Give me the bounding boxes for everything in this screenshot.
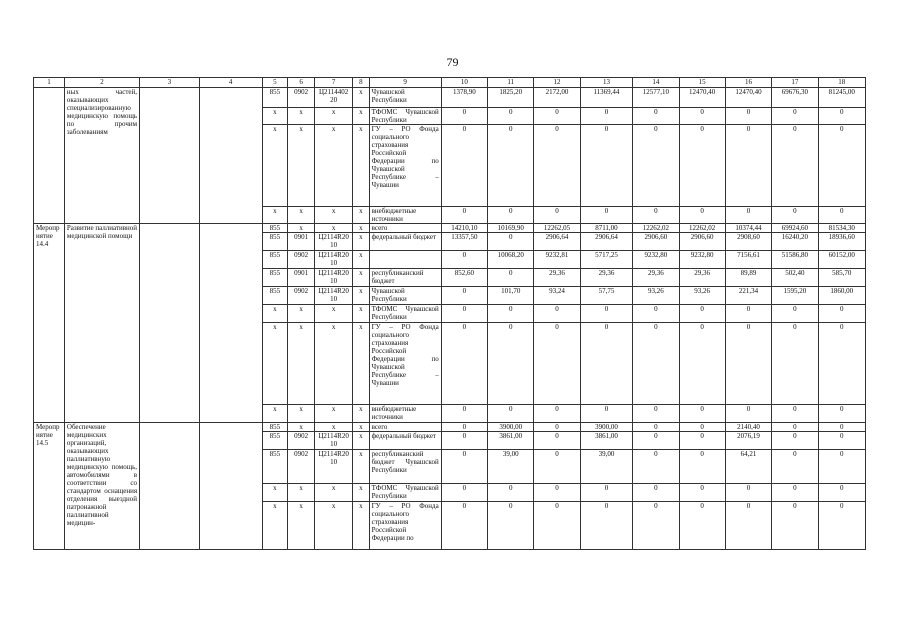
code-grbs: 855	[262, 450, 288, 484]
value-col-10: 14210,10	[441, 224, 487, 233]
funding-source: ТФОМС Чувашской Республики	[369, 108, 441, 125]
value-col-14: 0	[633, 207, 679, 224]
code-target-article: x	[315, 207, 353, 224]
code-section: 0901	[288, 269, 315, 287]
value-col-15: 0	[679, 405, 725, 423]
value-col-12: 0	[534, 502, 580, 550]
value-col-16: 64,21	[725, 450, 771, 484]
value-col-14: 12262,02	[633, 224, 679, 233]
value-col-18: 0	[818, 323, 866, 405]
value-col-14: 0	[633, 432, 679, 450]
value-col-14: 2906,60	[633, 233, 679, 251]
funding-source: Чувашской Республики	[369, 88, 441, 108]
value-col-12: 0	[534, 305, 580, 323]
value-col-10: 0	[441, 305, 487, 323]
value-col-18: 0	[818, 502, 866, 550]
code-target-article: x	[315, 484, 353, 502]
value-col-13: 8711,00	[580, 224, 633, 233]
value-col-14: 0	[633, 484, 679, 502]
measure-label: Мероприятие 14.5	[34, 423, 65, 550]
measure-description: Обеспечение медицинских организаций, оказывающих паллиативную медицинскую помощь, автомобилями в соответствии со стандартом оснащения отделения выездной патронажной паллиативной медицин-	[64, 423, 139, 550]
code-expense-type: x	[353, 233, 369, 251]
value-col-17: 0	[772, 108, 818, 125]
code-grbs: 855	[262, 269, 288, 287]
value-col-18: 18936,60	[818, 233, 866, 251]
value-col-12: 0	[534, 484, 580, 502]
table-row	[34, 224, 866, 233]
funding-source: республиканский бюджет	[369, 269, 441, 287]
value-col-14: 9232,80	[633, 251, 679, 269]
value-col-16: 0	[725, 405, 771, 423]
value-col-17: 0	[772, 423, 818, 432]
value-col-10: 0	[441, 287, 487, 305]
code-target-article: x	[315, 405, 353, 423]
value-col-13: 0	[580, 207, 633, 224]
value-col-15: 0	[679, 108, 725, 125]
value-col-18: 81245,00	[818, 88, 866, 108]
value-col-11: 0	[488, 125, 534, 207]
value-col-18: 0	[818, 432, 866, 450]
code-grbs: 855	[262, 251, 288, 269]
value-col-14: 0	[633, 323, 679, 405]
value-col-13: 39,00	[580, 450, 633, 484]
measure-description: Развитие паллиативной медицинской помощи	[64, 224, 139, 423]
header-cell-13: 13	[580, 78, 633, 88]
value-col-13: 0	[580, 484, 633, 502]
code-section: 0902	[288, 287, 315, 305]
code-section: 0901	[288, 233, 315, 251]
funding-source: федеральный бюджет	[369, 233, 441, 251]
header-cell-17: 17	[772, 78, 818, 88]
value-col-15: 0	[679, 305, 725, 323]
measure-label	[34, 88, 65, 224]
code-expense-type: x	[353, 484, 369, 502]
value-col-15: 9232,80	[679, 251, 725, 269]
value-col-10: 0	[441, 108, 487, 125]
header-cell-12: 12	[534, 78, 580, 88]
value-col-17: 0	[772, 305, 818, 323]
value-col-10: 0	[441, 502, 487, 550]
value-col-16: 2140,40	[725, 423, 771, 432]
code-target-article: Ц2114R20 10	[315, 233, 353, 251]
value-col-13: 11369,44	[580, 88, 633, 108]
table-row	[34, 423, 866, 432]
value-col-14: 0	[633, 423, 679, 432]
code-expense-type: x	[353, 432, 369, 450]
value-col-15: 2906,60	[679, 233, 725, 251]
value-col-15: 29,36	[679, 269, 725, 287]
header-cell-3: 3	[140, 78, 200, 88]
value-col-18: 0	[818, 108, 866, 125]
value-col-15: 12262,02	[679, 224, 725, 233]
value-col-12: 9232,81	[534, 251, 580, 269]
value-col-11: 0	[488, 405, 534, 423]
value-col-16: 12470,40	[725, 88, 771, 108]
value-col-18: 0	[818, 484, 866, 502]
funding-source: федеральный бюджет	[369, 432, 441, 450]
value-col-15: 0	[679, 207, 725, 224]
code-expense-type: x	[353, 125, 369, 207]
code-target-article: x	[315, 423, 353, 432]
code-target-article: x	[315, 224, 353, 233]
code-grbs: 855	[262, 287, 288, 305]
value-col-13: 0	[580, 125, 633, 207]
value-col-18: 0	[818, 207, 866, 224]
value-col-12: 0	[534, 432, 580, 450]
value-col-17: 0	[772, 207, 818, 224]
code-expense-type: x	[353, 287, 369, 305]
value-col-14: 0	[633, 450, 679, 484]
value-col-13: 0	[580, 305, 633, 323]
value-col-16: 0	[725, 323, 771, 405]
value-col-17: 0	[772, 125, 818, 207]
value-col-17: 0	[772, 484, 818, 502]
value-col-18: 60152,00	[818, 251, 866, 269]
responsible-executor	[140, 88, 200, 224]
value-col-18: 0	[818, 305, 866, 323]
value-col-17: 69676,30	[772, 88, 818, 108]
value-col-10: 0	[441, 207, 487, 224]
funding-source: ТФОМС Чувашской Республики	[369, 305, 441, 323]
value-col-12: 12262,05	[534, 224, 580, 233]
value-col-10: 0	[441, 450, 487, 484]
value-col-11: 3900,00	[488, 423, 534, 432]
value-col-10: 0	[441, 405, 487, 423]
code-section: 0902	[288, 450, 315, 484]
value-col-12: 2172,00	[534, 88, 580, 108]
value-col-17: 1595,20	[772, 287, 818, 305]
code-expense-type: x	[353, 207, 369, 224]
value-col-15: 0	[679, 484, 725, 502]
code-section: x	[288, 484, 315, 502]
value-col-11: 3861,00	[488, 432, 534, 450]
header-cell-18: 18	[818, 78, 866, 88]
code-expense-type: x	[353, 251, 369, 269]
value-col-10: 1378,90	[441, 88, 487, 108]
value-col-14: 93,26	[633, 287, 679, 305]
value-col-17: 16240,20	[772, 233, 818, 251]
value-col-14: 0	[633, 502, 679, 550]
code-expense-type: x	[353, 405, 369, 423]
value-col-13: 2906,64	[580, 233, 633, 251]
code-section: x	[288, 224, 315, 233]
value-col-13: 3900,00	[580, 423, 633, 432]
header-cell-1: 1	[34, 78, 65, 88]
measure-description: ных частей, оказывающих специализированную медицинскую помощь по прочим заболеваниям	[64, 88, 139, 224]
value-col-11: 0	[488, 323, 534, 405]
value-col-11: 10169,90	[488, 224, 534, 233]
funding-source: ГУ – РО Фонда социального страхования Российской Федерации по	[369, 502, 441, 550]
code-section: x	[288, 108, 315, 125]
value-col-14: 0	[633, 125, 679, 207]
value-col-13: 0	[580, 323, 633, 405]
value-col-16: 89,89	[725, 269, 771, 287]
value-col-14: 0	[633, 305, 679, 323]
value-col-17: 69924,60	[772, 224, 818, 233]
value-col-15: 0	[679, 125, 725, 207]
code-target-article: x	[315, 125, 353, 207]
value-col-11: 0	[488, 207, 534, 224]
value-col-15: 0	[679, 502, 725, 550]
value-col-18: 0	[818, 423, 866, 432]
value-col-12: 2906,64	[534, 233, 580, 251]
value-col-16: 2076,19	[725, 432, 771, 450]
value-col-11: 101,70	[488, 287, 534, 305]
value-col-15: 0	[679, 432, 725, 450]
value-col-15: 12470,40	[679, 88, 725, 108]
value-col-12: 0	[534, 450, 580, 484]
target-indicator	[199, 423, 262, 550]
value-col-18: 0	[818, 450, 866, 484]
code-target-article: x	[315, 305, 353, 323]
code-grbs: 855	[262, 432, 288, 450]
target-indicator	[199, 88, 262, 224]
value-col-16: 2908,60	[725, 233, 771, 251]
funding-source	[369, 251, 441, 269]
value-col-17: 502,40	[772, 269, 818, 287]
code-section: 0902	[288, 88, 315, 108]
value-col-18: 1860,00	[818, 287, 866, 305]
value-col-18: 0	[818, 405, 866, 423]
value-col-13: 0	[580, 108, 633, 125]
value-col-15: 0	[679, 423, 725, 432]
value-col-11: 0	[488, 269, 534, 287]
value-col-17: 0	[772, 502, 818, 550]
measure-label: Мероприятие 14.4	[34, 224, 65, 423]
code-grbs: 855	[262, 224, 288, 233]
funding-source: всего	[369, 423, 441, 432]
value-col-18: 81534,30	[818, 224, 866, 233]
code-section: x	[288, 207, 315, 224]
value-col-17: 0	[772, 450, 818, 484]
funding-source: ГУ – РО Фонда социального страхования Российской Федерации по Чувашской Республике – Чувашии	[369, 125, 441, 207]
code-target-article: Ц2114R20 10	[315, 432, 353, 450]
code-section: x	[288, 305, 315, 323]
value-col-10: 0	[441, 323, 487, 405]
value-col-17: 51586,80	[772, 251, 818, 269]
code-expense-type: x	[353, 423, 369, 432]
code-section: x	[288, 323, 315, 405]
code-target-article: x	[315, 502, 353, 550]
responsible-executor	[140, 423, 200, 550]
target-indicator	[199, 224, 262, 423]
funding-source: внебюджетные источники	[369, 207, 441, 224]
value-col-18: 0	[818, 125, 866, 207]
value-col-13: 5717,25	[580, 251, 633, 269]
value-col-16: 0	[725, 207, 771, 224]
code-grbs: x	[262, 125, 288, 207]
code-target-article: Ц2114402 20	[315, 88, 353, 108]
code-grbs: 855	[262, 423, 288, 432]
value-col-16: 0	[725, 108, 771, 125]
value-col-11: 10068,20	[488, 251, 534, 269]
code-section: x	[288, 502, 315, 550]
code-expense-type: x	[353, 502, 369, 550]
funding-source: Чувашской Республики	[369, 287, 441, 305]
value-col-13: 29,36	[580, 269, 633, 287]
value-col-14: 29,36	[633, 269, 679, 287]
value-col-14: 0	[633, 405, 679, 423]
code-target-article: Ц2114R20 10	[315, 287, 353, 305]
code-target-article: Ц2114R20 10	[315, 251, 353, 269]
code-expense-type: x	[353, 88, 369, 108]
header-cell-10: 10	[441, 78, 487, 88]
value-col-12: 0	[534, 323, 580, 405]
value-col-15: 0	[679, 323, 725, 405]
value-col-16: 221,34	[725, 287, 771, 305]
value-col-12: 0	[534, 423, 580, 432]
value-col-17: 0	[772, 432, 818, 450]
value-col-11: 0	[488, 305, 534, 323]
code-grbs: x	[262, 405, 288, 423]
code-grbs: x	[262, 108, 288, 125]
code-section: 0902	[288, 251, 315, 269]
value-col-11: 0	[488, 484, 534, 502]
value-col-14: 12577,10	[633, 88, 679, 108]
funding-source: всего	[369, 224, 441, 233]
header-cell-5: 5	[262, 78, 288, 88]
code-grbs: x	[262, 207, 288, 224]
header-cell-7: 7	[315, 78, 353, 88]
value-col-17: 0	[772, 405, 818, 423]
code-expense-type: x	[353, 450, 369, 484]
value-col-15: 93,26	[679, 287, 725, 305]
code-grbs: x	[262, 502, 288, 550]
value-col-16: 0	[725, 305, 771, 323]
code-target-article: Ц2114R20 10	[315, 269, 353, 287]
header-cell-11: 11	[488, 78, 534, 88]
header-cell-15: 15	[679, 78, 725, 88]
value-col-13: 3861,00	[580, 432, 633, 450]
header-cell-4: 4	[199, 78, 262, 88]
value-col-16: 0	[725, 502, 771, 550]
value-col-11: 0	[488, 108, 534, 125]
value-col-15: 0	[679, 450, 725, 484]
value-col-12: 29,36	[534, 269, 580, 287]
value-col-16: 7156,61	[725, 251, 771, 269]
code-grbs: 855	[262, 88, 288, 108]
code-target-article: Ц2114R20 10	[315, 450, 353, 484]
value-col-10: 852,60	[441, 269, 487, 287]
value-col-13: 0	[580, 502, 633, 550]
code-section: x	[288, 125, 315, 207]
value-col-12: 0	[534, 207, 580, 224]
page-number: 79	[446, 55, 459, 69]
code-grbs: x	[262, 484, 288, 502]
code-section: x	[288, 423, 315, 432]
code-grbs: 855	[262, 233, 288, 251]
header-row	[34, 78, 866, 88]
funding-source: республиканский бюджет Чувашской Республики	[369, 450, 441, 484]
header-cell-9: 9	[369, 78, 441, 88]
value-col-11: 0	[488, 233, 534, 251]
value-col-10: 0	[441, 251, 487, 269]
value-col-17: 0	[772, 323, 818, 405]
value-col-10: 0	[441, 484, 487, 502]
value-col-16: 0	[725, 125, 771, 207]
value-col-10: 0	[441, 125, 487, 207]
code-expense-type: x	[353, 305, 369, 323]
code-expense-type: x	[353, 323, 369, 405]
code-expense-type: x	[353, 108, 369, 125]
funding-source: внебюджетные источники	[369, 405, 441, 423]
code-grbs: x	[262, 323, 288, 405]
value-col-11: 0	[488, 502, 534, 550]
table-row	[34, 88, 866, 108]
value-col-13: 0	[580, 405, 633, 423]
value-col-16: 0	[725, 484, 771, 502]
code-section: 0902	[288, 432, 315, 450]
value-col-10: 13357,50	[441, 233, 487, 251]
code-target-article: x	[315, 323, 353, 405]
header-cell-2: 2	[64, 78, 139, 88]
value-col-14: 0	[633, 108, 679, 125]
responsible-executor	[140, 224, 200, 423]
code-target-article: x	[315, 108, 353, 125]
value-col-13: 57,75	[580, 287, 633, 305]
value-col-11: 1825,20	[488, 88, 534, 108]
header-cell-14: 14	[633, 78, 679, 88]
value-col-11: 39,00	[488, 450, 534, 484]
funding-source: ГУ – РО Фонда социального страхования Российской Федерации по Чувашской Республике – Чувашии	[369, 323, 441, 405]
header-cell-8: 8	[353, 78, 369, 88]
code-section: x	[288, 405, 315, 423]
budget-table	[33, 77, 866, 550]
value-col-16: 10374,44	[725, 224, 771, 233]
header-cell-16: 16	[725, 78, 771, 88]
code-expense-type: x	[353, 224, 369, 233]
value-col-10: 0	[441, 423, 487, 432]
code-expense-type: x	[353, 269, 369, 287]
value-col-12: 0	[534, 125, 580, 207]
value-col-12: 0	[534, 405, 580, 423]
value-col-12: 93,24	[534, 287, 580, 305]
value-col-10: 0	[441, 432, 487, 450]
code-grbs: x	[262, 305, 288, 323]
value-col-18: 585,70	[818, 269, 866, 287]
value-col-12: 0	[534, 108, 580, 125]
header-cell-6: 6	[288, 78, 315, 88]
funding-source: ТФОМС Чувашской Республики	[369, 484, 441, 502]
